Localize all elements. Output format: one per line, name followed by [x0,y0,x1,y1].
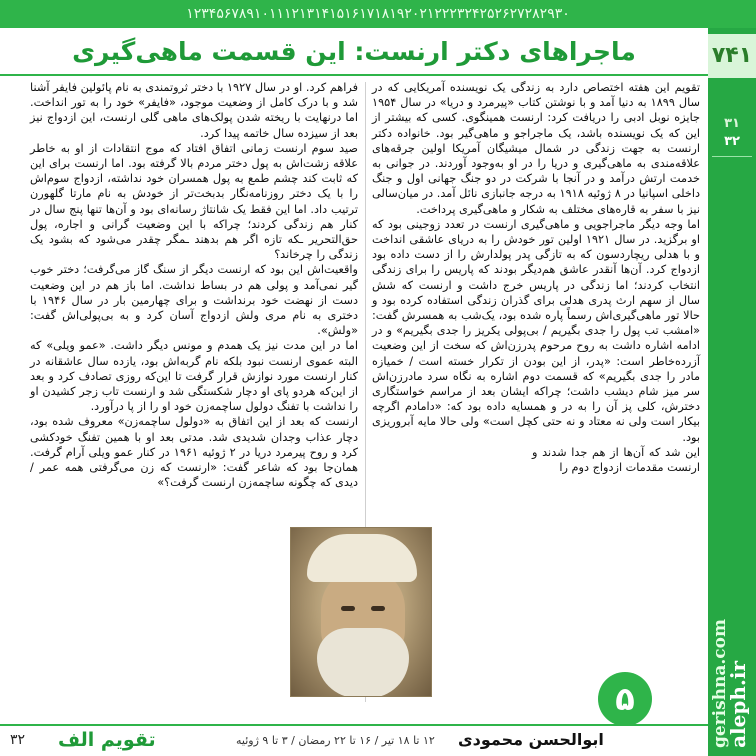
paragraph: اما وجه دیگر ماجراجویی و ماهی‌گیری ارنست در تعدد زوجینی بود که او برگزید. در سال ۱۹۲۱ اولین تور خودش را به دریای عاشقی انداخت و با هدلی ریچاردسون که به تازگی پدر پولدارش را از دست داده بود ازدواج کرد. آن‌ها آنقدر عاشق هم‌دیگر بودند که پاریس را برای زندگی انتخاب کردند؛ اما زندگی در پاریس خرج داشت و ارنست که شش سال از سهم ارث پدری هدلی برای گذران زندگی استفاده کرده بود و حالا تور ماهی‌گیری‌اش رسماً پاره شده بود، یک‌شب به همسرش گفت: «امشب تب پول را جدی بگیریم / بی‌پولی یکریز را جدی بگیریم» و در ادامه اشاره داشت به روح مرحوم پدرزن‌اش که سخت از این وضعیت آزرده‌خاطر است: «پدر، از این بودن از تکرار خسته‌ است / خمیازه مادر را جدی بگیریم» که قسمت دوم اشاره به نگاه سرد مادرزن‌اش سر میز شام دیشب داشت؛ چراکه ایشان بعد از مراسم خواستگاری دخترش، کلی پز آن را به در و همسایه داده بود که: «دامادم اگرچه بیکار است ولی نه معتاد و نه حتی کچل است» ولی حالا مایه آبروریزی بود. [372,217,700,444]
author-portrait-photo [290,527,432,697]
side-divider [712,156,752,157]
paragraph: فراهم کرد. او در سال ۱۹۲۷ با دختر ثروتمندی به نام پائولین فایفر آشنا شد و با درک کامل از وضعیت موجود، «فایفر» خود را به تور انداخت. اما درنهایت با ریخته شدن پولک‌های ماهی گلی ارنست، این ازدواج نیز بعد از سیزده سال خاتمه پیدا کرد. [30,81,358,140]
footer-page-number: ۳۲ [10,732,26,748]
article-title: ماجراهای دکتر ارنست: این قسمت ماهی‌گیری [72,36,636,66]
portrait-eye [371,606,385,611]
footer-author: ابوالحسن محمودی [458,730,604,749]
paragraph: صید سوم ارنست زمانی اتفاق افتاد که موج انتقادات از او به خاطر علاقه زشت‌اش به پول دختر مردم بالا گرفته بود. اما ارنست برای این که ثابت کند چشم طمع به پول همسران خود نداشته، ازدواج سوم‌اش را با یک دختر روزنامه‌نگار بدبخت‌تر از خودش به نام مارتا گلهورن ترتیب داد. اما این فقط یک شانتاژ رسانه‌ای بود و آن‌ها تنها پنج سال در کنار هم زندگی کردند؛ چراکه با این وضعیت گرانی و اجاره، پول حق‌التحریر ـکه تازه اگر هم بدهند ـمگر چقدر می‌شود که بشود یک زندگی را چرخاند؟ [30,141,358,262]
article-header [0,28,708,76]
side-site-gerishna: gerishna.com [710,618,730,748]
paragraph: اما در این مدت نیز یک همدم و مونس دیگر داشت. «عمو ویلی» که البته عموی ارنست نبود بلکه نام گربه‌اش بود، یازده سال عاشقانه در کنار ارنست مورد نوازش قرار گرفت تا این‌که روزی تصادف کرد و بعد از این‌که هردو پای او دچار شکستگی شد و ارنست تاب زجر کشیدن او را نداشت با تفنگ دولول ساچمه‌زن خود او را از پا درآورد. [30,339,358,414]
section-number-badge: ۵ [598,672,652,726]
page-footer [0,724,708,756]
paragraph: واقعیت‌اش این بود که ارنست دیگر از سنگ گاز می‌گرفت؛ دختر خوب گیر نمی‌آمد و پولی هم در بساط نداشت. اما باز هم در این وضعیت دست از نهضت خود برنداشت و برای چهارمین بار در سال ۱۹۴۶ با دختری به نام مری ولش ازدواج آسان کرد و به بی‌پولی‌اش گفت: «ولش». [30,263,358,338]
side-day-number: ۳۱ [724,116,740,131]
paragraph: ارنست که بعد از این اتفاق به «دولول ساچمه‌زن» معروف شده بود، دچار عذاب وجدان شدیدی شد. مدتی بعد او با همین تفنگ خودکشی کرد و روح پیرمرد دریا در ۲ ژوئیه ۱۹۶۱ در کنار عمو ویلی آرام گرفت. همان‌جا بود که شاعر گفت: «ارنست که زن می‌گرفتی همه عمر / دیدی که چگونه ساچمه‌زن ارنست گرفت؟» [30,415,358,490]
paragraph: این شد که آن‌ها از هم جدا شدند و ارنست مقدمات ازدواج دوم را [532,445,700,475]
paragraph: تقویم این هفته اختصاص دارد به زندگی یک نویسنده آمریکایی که در سال ۱۸۹۹ به دنیا آمد و با نوشتن کتاب «پیرمرد و دریا» در سال ۱۹۵۴ جایزه نوبل ادبی را دریافت کرد: ارنست همینگوی. کسی که بیشتر از این که یک نویسنده باشد، یک ماجراجو و ماهی‌گیر بود. خانواده دکتر ارنست به جهت زندگی در شمال میشیگان آمریکا اولین جرقه‌های علاقه‌مندی به ماهی‌گیری و دریا را در او به‌وجود آوردند. در جوانی به خدمت ارتش درآمد و در آنجا با شرکت در دو جنگ جهانی اول و جنگ داخلی اسپانیا در ۸ ژوئیه ۱۹۱۸ به درجه جانبازی نائل آمد. در میان‌سالی نیز با سفر به قاره‌های مختلف به شکار و ماهی‌گیری پرداخت. [372,81,701,216]
portrait-eye [341,606,355,611]
portrait-cap [307,534,417,582]
article-column-left [30,80,358,490]
top-number-strip: ۱۲۳۴۵۶۷۸۹۱۰۱۱۱۲۱۳۱۴۱۵۱۶۱۷۱۸۱۹۲۰۲۱۲۲۲۳۲۴۲۵۲۶۲۷۲۸۲۹۳۰ [0,0,756,28]
portrait-beard [317,628,409,697]
footer-date: ۱۲ تا ۱۸ تیر / ۱۶ تا ۲۲ رمضان / ۳ تا ۹ ژوئیه [236,734,435,747]
article-column-right [372,80,700,475]
side-site-aleph: aleph.ir [726,661,750,748]
side-bar [708,28,756,756]
footer-brand: تقویم الف [58,729,156,751]
side-page-number: ۷۴۱ [708,34,756,78]
side-day-number: ۳۲ [724,134,740,149]
